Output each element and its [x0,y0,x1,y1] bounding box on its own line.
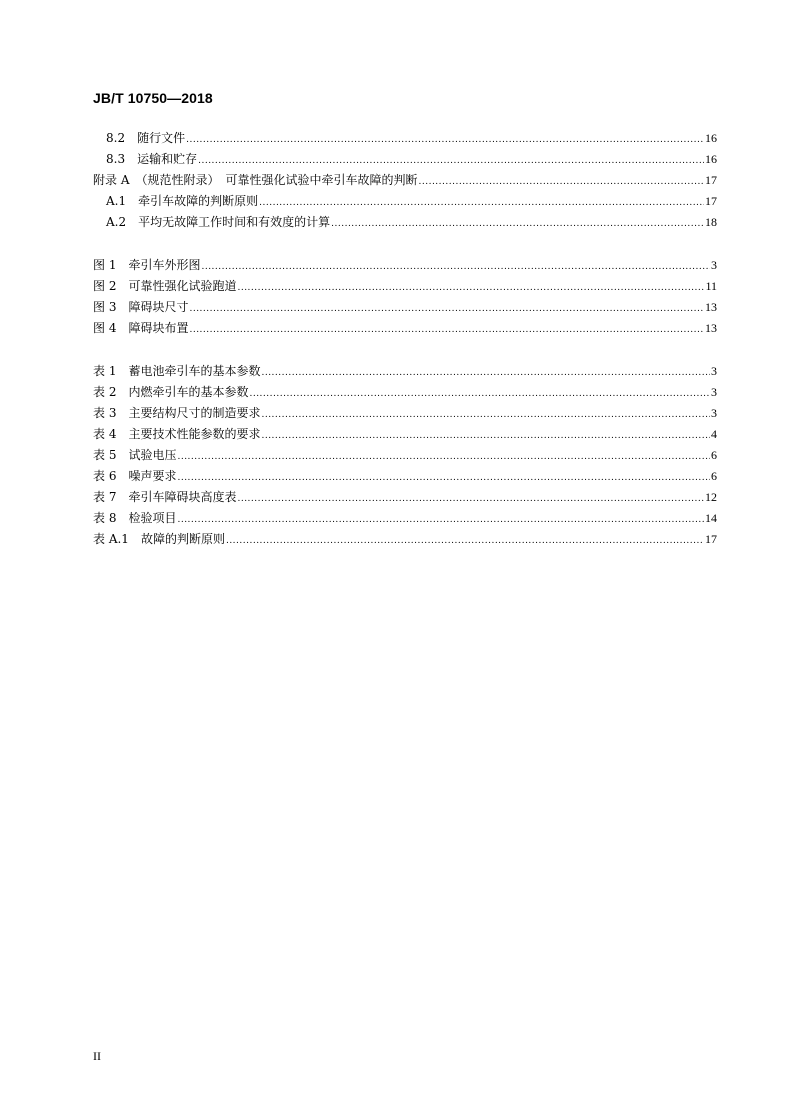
toc-entry-figure-1[interactable] [93,255,717,276]
toc-entry-table-3[interactable] [93,403,717,424]
toc-entry-page: 11 [705,279,717,293]
dot-leader [331,214,704,235]
toc-entry-a-2[interactable] [93,212,717,233]
dot-leader [237,278,704,299]
toc-entry-title: 随行文件 [137,131,186,145]
toc-entry-table-7[interactable] [93,487,717,508]
toc-entry-page: 3 [711,406,717,420]
dot-leader [201,257,710,278]
toc-entry-8-2[interactable] [93,128,717,149]
toc-entry-title: 障碍块布置 [128,321,189,335]
toc-entry-title: 内燃牵引车的基本参数 [128,385,249,399]
page-number: II [93,1049,101,1063]
toc-entry-page: 16 [705,152,717,166]
dot-leader [419,172,705,193]
toc-entry-table-5[interactable] [93,445,717,466]
toc-entry-title: 牵引车故障的判断原则 [138,194,259,208]
toc-entry-number: 表 7 [93,490,117,504]
toc-entry-page: 13 [705,321,717,335]
dot-leader [186,130,704,151]
toc-entry-page: 14 [705,511,717,525]
toc-entry-number: 8.2 [106,131,126,145]
toc-entry-8-3[interactable] [93,149,717,170]
toc-entry-number: 表 6 [93,469,117,483]
toc-entry-figure-3[interactable] [93,297,717,318]
group-spacer [93,339,717,361]
toc-entry-figure-4[interactable] [93,318,717,339]
toc-entry-figure-2[interactable] [93,276,717,297]
toc-entry-page: 17 [705,532,717,546]
dot-leader [177,510,704,531]
group-spacer [93,233,717,255]
toc-entry-number: A.2 [106,215,127,229]
toc-entry-title: 蓄电池牵引车的基本参数 [128,364,261,378]
dot-leader [226,531,704,552]
toc-entry-title: 试验电压 [128,448,177,462]
toc-entry-page: 18 [705,215,717,229]
toc-entry-number: 图 2 [93,279,117,293]
dot-leader [249,384,710,405]
table-of-contents [93,128,717,550]
toc-entry-number: 8.3 [106,152,126,166]
toc-entry-title: （规范性附录） 可靠性强化试验中牵引车故障的判断 [135,173,418,187]
toc-entry-title: 牵引车外形图 [128,258,201,272]
toc-entry-number: A.1 [106,194,127,208]
dot-leader [261,405,710,426]
toc-entry-number: 附录 A [93,173,130,187]
toc-entry-number: 表 4 [93,427,117,441]
toc-entry-number: 表 A.1 [93,532,129,546]
toc-entry-page: 17 [705,194,717,208]
toc-entry-title: 平均无故障工作时间和有效度的计算 [138,215,331,229]
dot-leader [189,299,704,320]
toc-entry-page: 6 [711,448,717,462]
toc-entry-a-1[interactable] [93,191,717,212]
toc-entry-table-1[interactable] [93,361,717,382]
toc-entry-page: 17 [705,173,717,187]
toc-entry-table-6[interactable] [93,466,717,487]
toc-entry-table-a-1[interactable] [93,529,717,550]
toc-entry-title: 噪声要求 [128,469,177,483]
toc-entry-title: 故障的判断原则 [140,532,225,546]
toc-entry-page: 3 [711,385,717,399]
dot-leader [259,193,704,214]
toc-entry-number: 图 4 [93,321,117,335]
toc-entry-page: 13 [705,300,717,314]
toc-entry-number: 图 3 [93,300,117,314]
toc-entry-number: 表 3 [93,406,117,420]
toc-entry-page: 6 [711,469,717,483]
toc-entry-page: 12 [705,490,717,504]
dot-leader [261,363,710,384]
toc-entry-table-4[interactable] [93,424,717,445]
dot-leader [198,151,704,172]
toc-entry-page: 3 [711,258,717,272]
toc-entry-title: 可靠性强化试验跑道 [128,279,237,293]
dot-leader [261,426,710,447]
dot-leader [177,447,710,468]
toc-entry-number: 图 1 [93,258,117,272]
toc-entry-page: 3 [711,364,717,378]
dot-leader [237,489,704,510]
toc-entry-table-2[interactable] [93,382,717,403]
dot-leader [177,468,710,489]
toc-entry-appendix-a[interactable] [93,170,717,191]
toc-entry-number: 表 2 [93,385,117,399]
standard-code: JB/T 10750—2018 [93,90,213,106]
toc-entry-title: 检验项目 [128,511,177,525]
toc-entry-number: 表 1 [93,364,117,378]
toc-entry-page: 16 [705,131,717,145]
dot-leader [189,320,704,341]
toc-entry-title: 主要技术性能参数的要求 [128,427,261,441]
toc-entry-title: 牵引车障碍块高度表 [128,490,237,504]
toc-entry-title: 主要结构尺寸的制造要求 [128,406,261,420]
toc-entry-table-8[interactable] [93,508,717,529]
toc-entry-title: 障碍块尺寸 [128,300,189,314]
toc-entry-number: 表 8 [93,511,117,525]
toc-entry-number: 表 5 [93,448,117,462]
toc-entry-title: 运输和贮存 [137,152,198,166]
toc-entry-page: 4 [711,427,717,441]
